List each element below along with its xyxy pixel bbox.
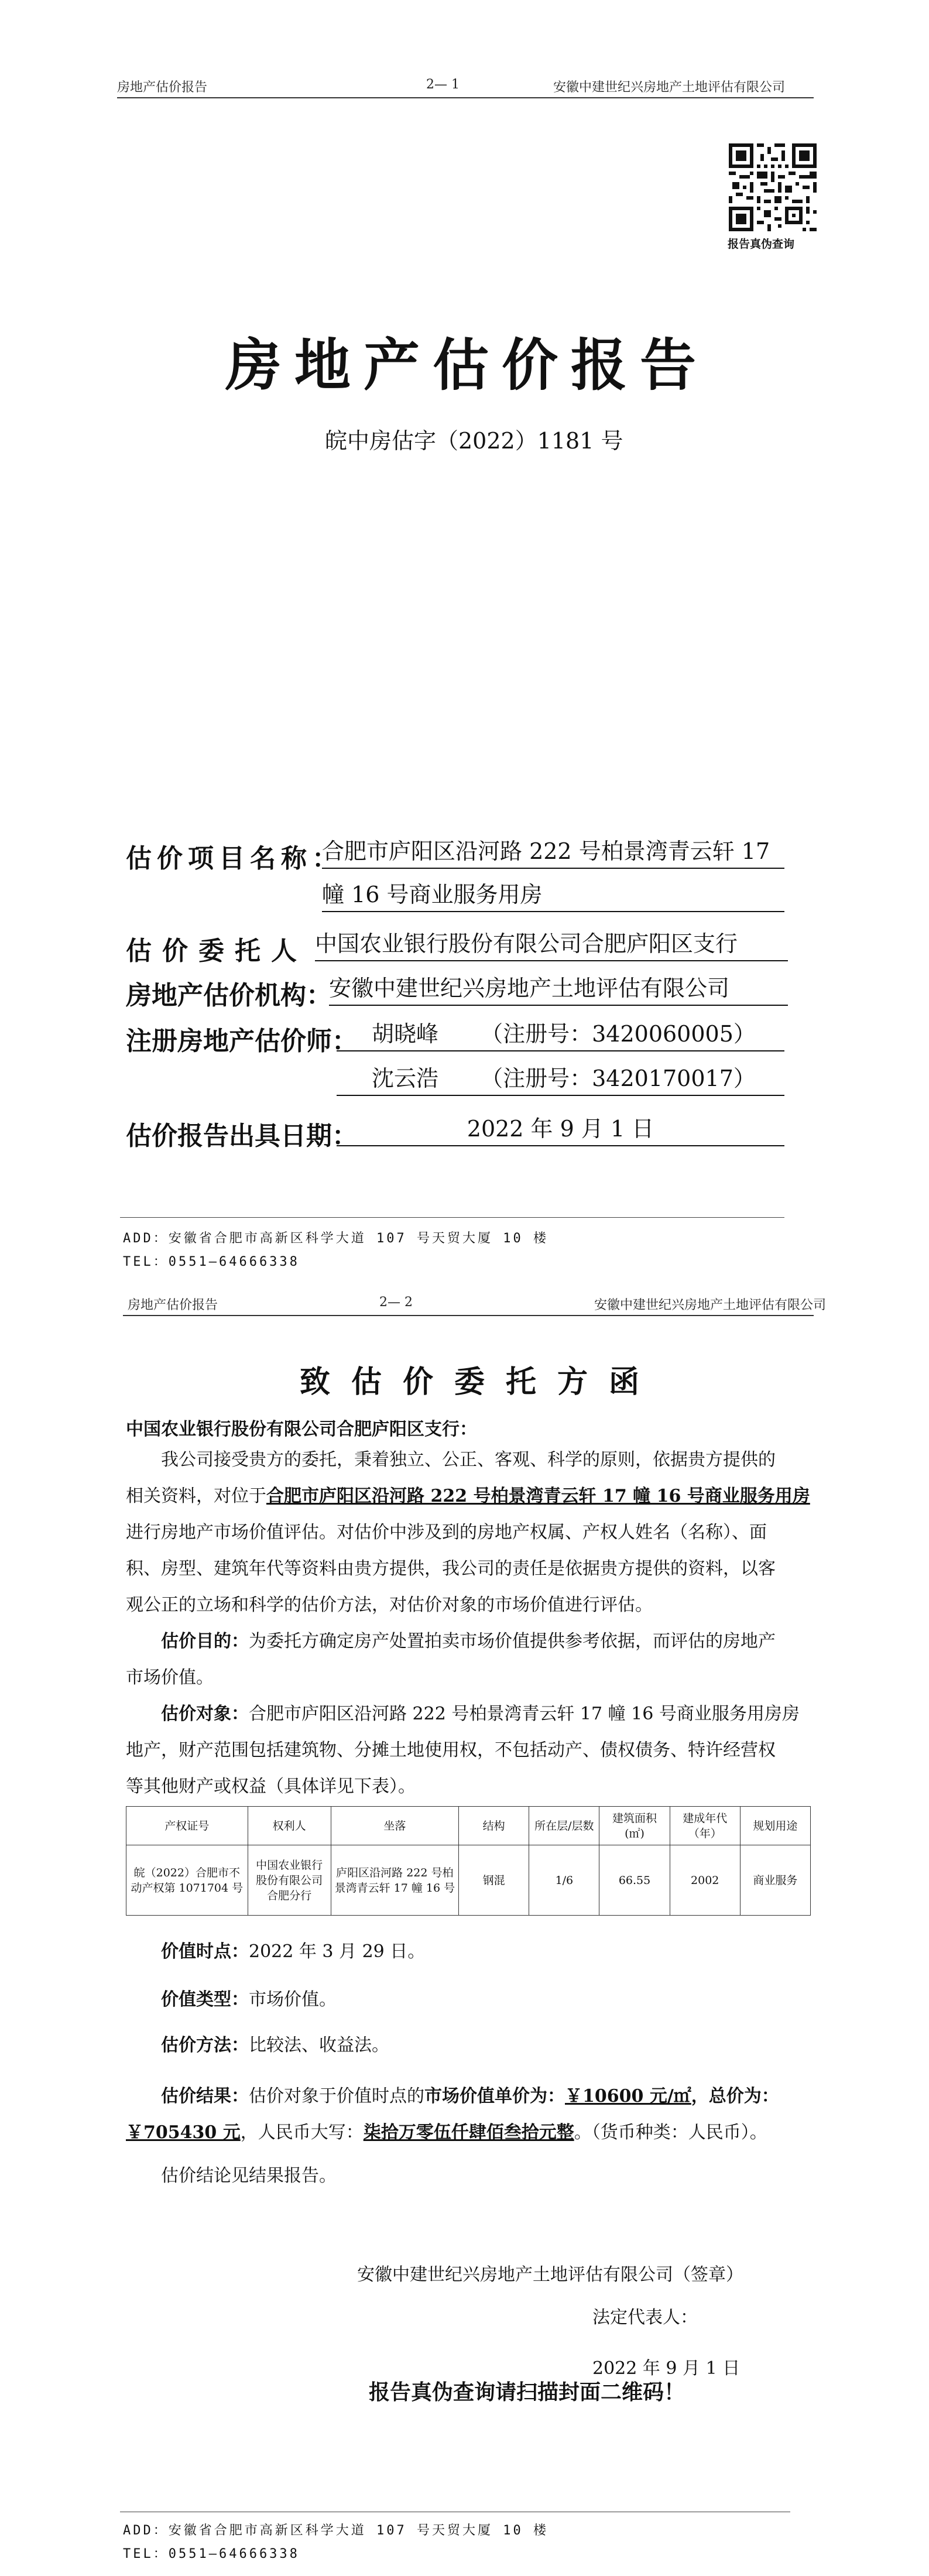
- appraiser-2-name: 沈云浩: [372, 1066, 439, 1091]
- table-cell: 2002: [670, 1845, 740, 1916]
- header-page-number-p2: 2— 2: [379, 1295, 413, 1310]
- table-cell: 商业服务: [740, 1845, 810, 1916]
- table-cell: 皖（2022）合肥市不动产权第 1071704 号: [126, 1845, 248, 1916]
- value-time-label: 价值时点：: [161, 1941, 249, 1962]
- paragraph-object: [126, 1696, 887, 1805]
- agency-value: 安徽中建世纪兴房地产土地评估有限公司: [329, 973, 788, 1006]
- footer-rule: [120, 1217, 784, 1218]
- qr-caption: 报告真伪查询: [728, 238, 795, 251]
- paragraph-result: [126, 2078, 887, 2151]
- header-right-p2: 安徽中建世纪兴房地产土地评估有限公司: [594, 1298, 827, 1313]
- purpose-text: 为委托方确定房产处置拍卖市场价值提供参考依据，而评估的房地产: [249, 1631, 776, 1652]
- table-row: [126, 1845, 811, 1916]
- conclusion-line: [126, 2158, 887, 2194]
- table-header: 坐落: [331, 1807, 459, 1845]
- appraiser-label: 注册房地产估价师：: [126, 1026, 358, 1056]
- method-value: 比较法、收益法。: [249, 2035, 389, 2056]
- table-header: 建成年代（年）: [670, 1807, 740, 1845]
- header-left: 房地产估价报告: [117, 80, 208, 95]
- paragraph-intro: [126, 1442, 887, 1623]
- value-type-label: 价值类型：: [161, 1989, 249, 2010]
- result-label: 估价结果：: [161, 2086, 249, 2106]
- property-address: 合肥市庐阳区沿河路 222 号柏景湾青云轩 17 幢 16 号商业服务用房: [266, 1486, 810, 1506]
- appraiser-1-name: 胡晓峰: [372, 1021, 439, 1047]
- signature-date: 2022 年 9 月 1 日: [592, 2358, 741, 2379]
- object-text: 合肥市庐阳区沿河路 222 号柏景湾青云轩 17 幢 16 号商业服务用房房: [249, 1704, 800, 1724]
- footer-tel: TEL：0551—64666338: [123, 1255, 300, 1269]
- document-number: 皖中房估字（2022）1181 号: [325, 428, 623, 454]
- project-name-line2: 幢 16 号商业服务用房: [322, 879, 784, 912]
- issue-date-label: 估价报告出具日期：: [126, 1121, 358, 1151]
- result-text-3: 。（货币种类：人民币）。: [574, 2122, 767, 2143]
- table-header: 所在层/层数: [529, 1807, 599, 1845]
- value-time-value: 2022 年 3 月 29 日。: [249, 1941, 426, 1962]
- object-label: 估价对象：: [161, 1704, 249, 1724]
- total-price-words: 柒拾万零伍仟肆佰叁拾元整: [363, 2122, 574, 2143]
- footer-address-p2: ADD：安徽省合肥市高新区科学大道 107 号天贸大厦 10 楼: [123, 2523, 549, 2538]
- legal-representative: 法定代表人：: [592, 2307, 698, 2328]
- purpose-line2: 市场价值。: [126, 1667, 214, 1688]
- object-line2: 地产，财产范围包括建筑物、分摊土地使用权，不包括动产、债权债务、特许经营权: [126, 1740, 776, 1760]
- result-text: 估价对象于价值时点的: [249, 2086, 424, 2106]
- table-cell: 钢混: [459, 1845, 529, 1916]
- intro-line2: [126, 1478, 887, 1515]
- header-page-number: 2— 1: [426, 77, 460, 92]
- paragraph-purpose: [126, 1623, 887, 1696]
- agency-label: 房地产估价机构：: [126, 981, 332, 1010]
- method-line: [126, 2027, 887, 2064]
- footer-address: ADD：安徽省合肥市高新区科学大道 107 号天贸大厦 10 楼: [123, 1231, 549, 1246]
- table-header: 规划用途: [740, 1807, 810, 1845]
- table-header: 结构: [459, 1807, 529, 1845]
- intro-text: 相关资料，对位于: [126, 1486, 266, 1506]
- report-title: 房地产估价报告: [225, 332, 709, 398]
- value-type-value: 市场价值。: [249, 1989, 337, 2010]
- intro-line3: 进行房地产市场价值评估。对估价中涉及到的房地产权属、产权人姓名（名称）、面: [126, 1522, 767, 1543]
- letter-title: 致估价委托方函: [300, 1364, 661, 1400]
- qr-code-icon[interactable]: [729, 143, 817, 231]
- appraiser-1-reg: （注册号：3420060005）: [481, 1021, 756, 1047]
- salutation: 中国农业银行股份有限公司合肥庐阳区支行：: [126, 1419, 477, 1440]
- footer-tel-p2: TEL：0551—64666338: [123, 2547, 300, 2561]
- intro-line5: 观公正的立场和科学的估价方法，对估价对象的市场价值进行评估。: [126, 1595, 653, 1615]
- value-type-line: [126, 1982, 887, 2018]
- table-cell: 庐阳区沿河路 222 号柏景湾青云轩 17 幢 16 号: [331, 1845, 459, 1916]
- intro-line1: 我公司接受贵方的委托，秉着独立、公正、客观、科学的原则，依据贵方提供的: [161, 1450, 776, 1470]
- client-label: 估价委托人: [126, 936, 307, 966]
- table-header: 建筑面积(㎡): [599, 1807, 670, 1845]
- header-right: 安徽中建世纪兴房地产土地评估有限公司: [553, 80, 786, 95]
- table-header: 产权证号: [126, 1807, 248, 1845]
- project-name-label: 估价项目名称：: [126, 844, 343, 873]
- total-price-label: ，总价为：: [691, 2086, 779, 2106]
- table-cell: 66.55: [599, 1845, 670, 1916]
- project-name-line1: 合肥市庐阳区沿河路 222 号柏景湾青云轩 17: [322, 836, 784, 869]
- company-signature: 安徽中建世纪兴房地产土地评估有限公司（签章）: [357, 2265, 743, 2285]
- header-left-p2: 房地产估价报告: [128, 1298, 218, 1313]
- intro-line4: 积、房型、建筑年代等资料由贵方提供，我公司的责任是依据贵方提供的资料，以客: [126, 1558, 776, 1579]
- purpose-label: 估价目的：: [161, 1631, 249, 1652]
- result-text-2: ，人民币大写：: [240, 2122, 364, 2143]
- client-value: 中国农业银行股份有限公司合肥庐阳区支行: [315, 929, 788, 961]
- conclusion-text: 估价结论见结果报告。: [161, 2166, 337, 2186]
- method-label: 估价方法：: [161, 2035, 249, 2056]
- unit-price-label: 市场价值单价为：: [424, 2086, 565, 2106]
- object-line3: 等其他财产或权益（具体详见下表）。: [126, 1776, 416, 1797]
- header-rule: [117, 97, 814, 98]
- table-cell: 中国农业银行股份有限公司合肥分行: [248, 1845, 331, 1916]
- appraiser-2-reg: （注册号：3420170017）: [481, 1066, 756, 1091]
- unit-price-value: ￥10600 元/㎡: [565, 2086, 691, 2106]
- table-header: 权利人: [248, 1807, 331, 1845]
- issue-date-value: 2022 年 9 月 1 日: [337, 1114, 784, 1146]
- table-cell: 1/6: [529, 1845, 599, 1916]
- verify-notice: 报告真伪查询请扫描封面二维码！: [369, 2380, 685, 2404]
- appraiser-2: [337, 1063, 784, 1096]
- appraiser-1: [337, 1019, 784, 1051]
- total-price-value: ￥705430 元: [126, 2122, 241, 2143]
- table-header-row: [126, 1807, 811, 1845]
- value-time-line: [126, 1934, 887, 1970]
- header-rule-p2: [123, 1315, 814, 1316]
- property-table: [126, 1806, 811, 1916]
